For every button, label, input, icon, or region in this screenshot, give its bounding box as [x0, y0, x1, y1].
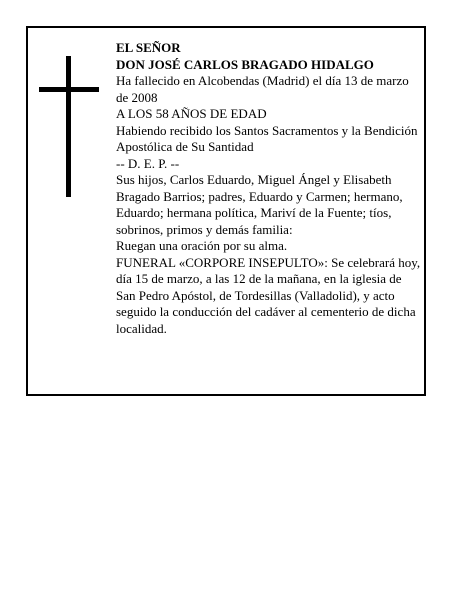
prayer-line: Ruegan una oración por su alma. [116, 238, 288, 253]
age-line: A LOS 58 AÑOS DE EDAD [116, 106, 267, 121]
death-info: Ha fallecido en Alcobendas (Madrid) el día 13 de marzo de 2008 [116, 73, 409, 105]
deceased-name: DON JOSÉ CARLOS BRAGADO HIDALGO [116, 56, 374, 72]
notice-title: EL SEÑOR [116, 40, 181, 55]
sacraments-line: Habiendo recibido los Santos Sacramentos y la Bendición Apostólica de Su Santidad [116, 122, 418, 154]
rip-line: -- D. E. P. -- [116, 155, 180, 171]
obituary-notice [26, 26, 426, 396]
funeral-line: FUNERAL «CORPORE INSEPULTO»: Se celebrará hoy, día 15 de marzo, a las 12 de la mañana, en la iglesia de San Pedro Apóstol, de Tordesillas (Valladolid), y acto seguido la conducción del cadáver al cementerio de dicha localidad. [116, 254, 421, 336]
notice-text [116, 40, 421, 337]
cross-icon-bar [39, 87, 99, 92]
cross-icon [66, 56, 71, 197]
family-line: Sus hijos, Carlos Eduardo, Miguel Ángel y Elisabeth Bragado Barrios; padres, Eduardo y Carmen; hermano, Eduardo; hermana política, Mariví de la Fuente; tíos, sobrinos, primos y demás familia: [116, 172, 403, 237]
